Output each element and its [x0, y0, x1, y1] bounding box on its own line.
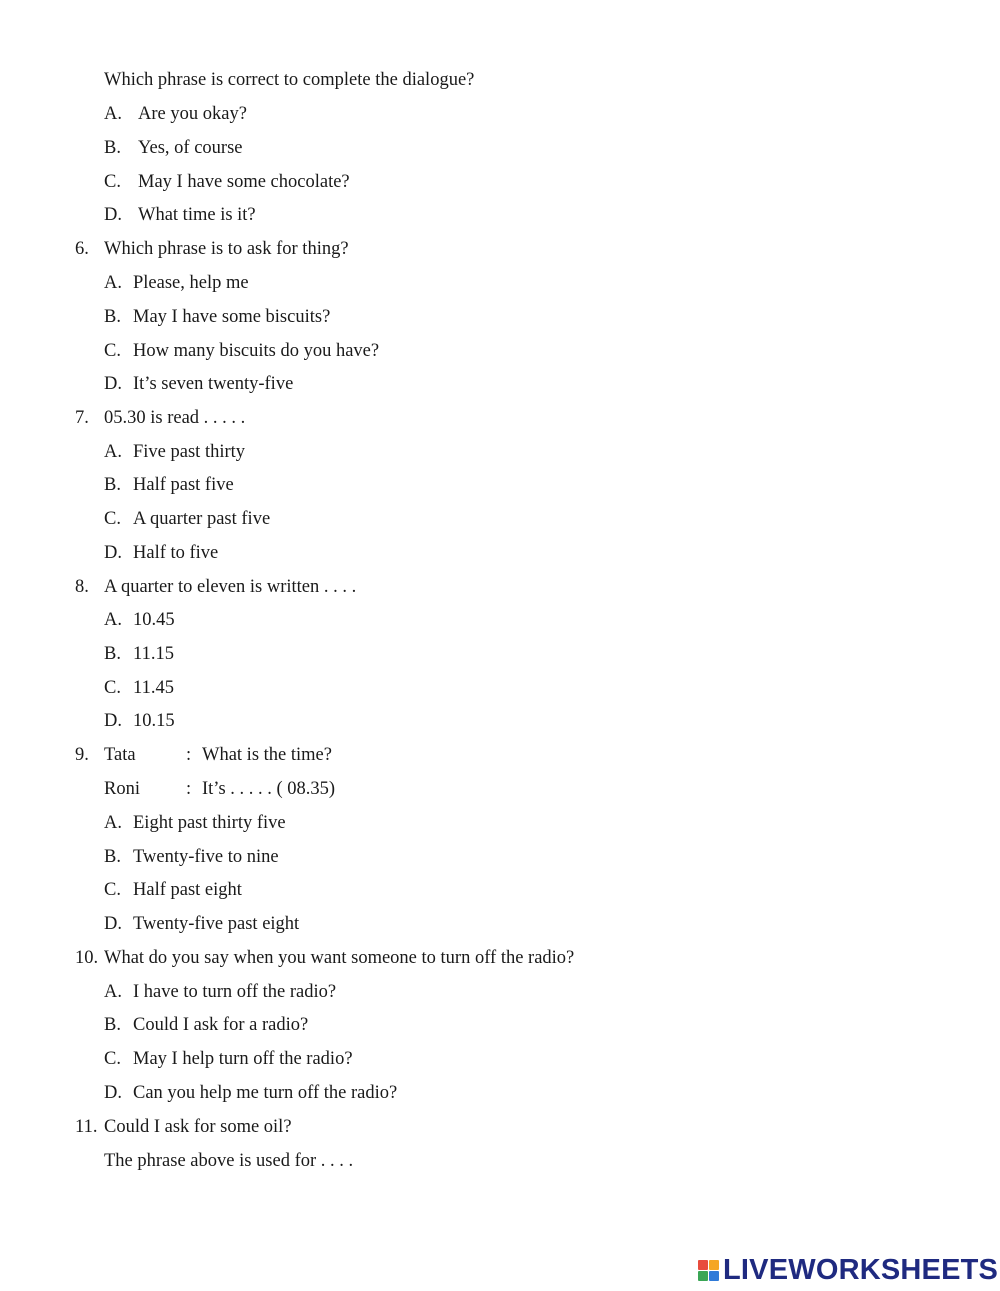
logo-block-green	[698, 1271, 708, 1281]
logo-block-blue	[709, 1271, 719, 1281]
liveworksheets-logo	[698, 1254, 998, 1286]
logo-text: LIVEWORKSHEETS	[723, 1254, 999, 1286]
logo-blocks-icon	[698, 1260, 719, 1281]
logo-block-orange	[709, 1260, 719, 1270]
logo-block-red	[698, 1260, 708, 1270]
